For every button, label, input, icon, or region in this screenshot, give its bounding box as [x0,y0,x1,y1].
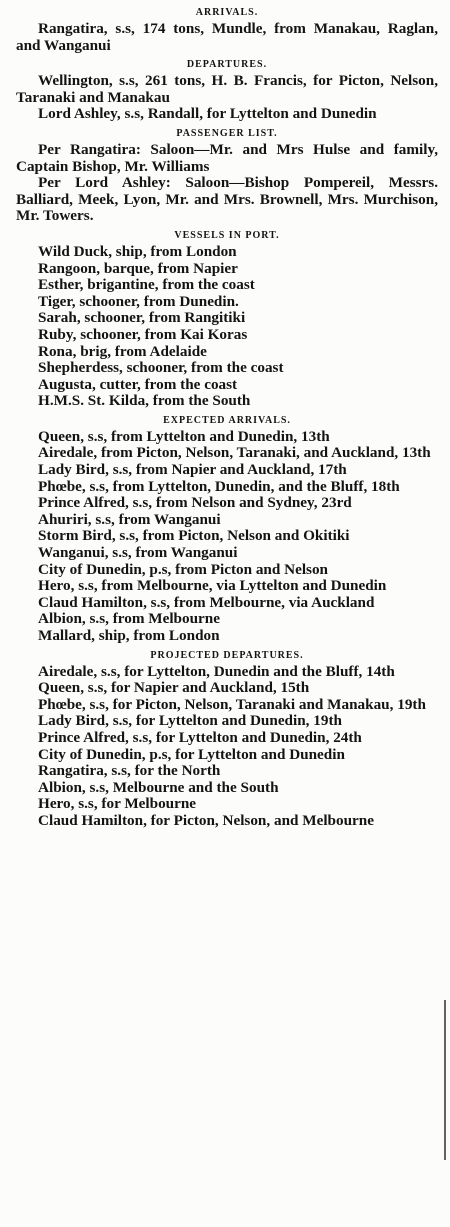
departures-list [16,73,438,123]
expected-arrival-entry: Mallard, ship, from London [38,627,220,644]
vessel-entry: Augusta, cutter, from the coast [38,375,238,393]
expected-arrival-entry: Lady Bird, s.s, from Napier and Auckland, 17th [38,461,347,479]
vessel-entry: H.M.S. St. Kilda, from the South [38,392,251,410]
expected-arrival-entry: Airedale, from Picton, Nelson, Taranaki, and Auckland, 13th [38,444,431,462]
expected-arrival-entry: Wanganui, s.s, from Wanganui [38,544,238,562]
projected-departure-entry: Rangatira, s.s, for the North [38,762,221,780]
arrival-entry: Rangatira, s.s, 174 tons, Mundle, from Manakau, Raglan, and Wanganui [16,20,438,54]
projected-departure-entry: Phœbe, s.s, for Picton, Nelson, Taranaki and Manakau, 19th [38,695,426,713]
vessels-in-port-heading: VESSELS IN PORT. [174,229,280,241]
departure-entry: Lord Ashley, s.s, Randall, for Lyttelton and Dunedin [38,105,377,123]
expected-arrival-entry: Storm Bird, s.s, from Picton, Nelson and Okitiki [38,527,350,545]
column-rule [444,1000,446,1160]
expected-arrival-entry: City of Dunedin, p.s, from Picton and Nelson [38,560,329,578]
vessel-entry: Sarah, schooner, from Rangitiki [38,309,246,327]
vessel-entry: Tiger, schooner, from Dunedin. [38,292,239,310]
expected-arrival-entry: Hero, s.s, from Melbourne, via Lyttelton and Dunedin [38,577,387,595]
projected-departures-list [16,664,438,830]
passenger-entry: Per Lord Ashley: Saloon—Bishop Pompereil, Messrs. Balliard, Meek, Lyon, Mr. and Mrs. Brownell, Mrs. Murchison, Mr. Towers. [16,174,438,225]
projected-departure-entry: Airedale, s.s, for Lyttelton, Dunedin and the Bluff, 14th [38,662,395,680]
vessel-entry: Rangoon, barque, from Napier [38,259,238,277]
passenger-list [16,142,438,225]
expected-arrival-entry: Queen, s.s, from Lyttelton and Dunedin, 13th [38,427,330,445]
vessel-entry: Ruby, schooner, from Kai Koras [38,325,248,343]
projected-departure-entry: Albion, s.s, Melbourne and the South [38,778,279,796]
passenger-entry: Per Rangatira: Saloon—Mr. and Mrs Hulse and family, Captain Bishop, Mr. Williams [16,140,438,175]
arrivals-list [16,21,438,54]
departure-entry: Wellington, s.s, 261 tons, H. B. Francis, for Picton, Nelson, Taranaki and Manakau [16,72,438,106]
expected-arrival-entry: Claud Hamilton, s.s, from Melbourne, via Auckland [38,593,375,611]
expected-arrival-entry: Prince Alfred, s.s, from Nelson and Sydney, 23rd [38,494,352,512]
vessel-entry: Wild Duck, ship, from London [38,242,237,260]
projected-departure-entry: Lady Bird, s.s, for Lyttelton and Dunedin, 19th [38,712,342,730]
vessel-entry: Shepherdess, schooner, from the coast [38,359,284,377]
vessels-in-port-list [16,244,438,410]
departures-heading: DEPARTURES. [186,59,268,71]
expected-arrival-entry: Albion, s.s, from Melbourne [38,610,220,628]
projected-departure-entry: Prince Alfred, s.s, for Lyttelton and Dunedin, 24th [38,728,362,746]
passenger-list-heading: PASSENGER LIST. [176,127,278,139]
expected-arrivals-heading: EXPECTED ARRIVALS. [163,414,291,426]
vessel-entry: Rona, brig, from Adelaide [38,342,207,360]
expected-arrival-entry: Phœbe, s.s, from Lyttelton, Dunedin, and the Bluff, 18th [38,477,400,495]
projected-departures-heading: PROJECTED DEPARTURES. [150,649,304,661]
projected-departure-entry: Queen, s.s, for Napier and Auckland, 15th [38,679,310,697]
projected-departure-entry: Claud Hamilton, for Picton, Nelson, and Melbourne [38,811,374,829]
vessel-entry: Esther, brigantine, from the coast [38,276,255,294]
projected-departure-entry: City of Dunedin, p.s, for Lyttelton and Dunedin [38,745,345,763]
expected-arrival-entry: Ahuriri, s.s, from Wanganui [38,510,221,528]
expected-arrivals-list [16,429,438,645]
arrivals-heading: ARRIVALS. [195,7,259,18]
projected-departure-entry: Hero, s.s, for Melbourne [38,795,197,813]
